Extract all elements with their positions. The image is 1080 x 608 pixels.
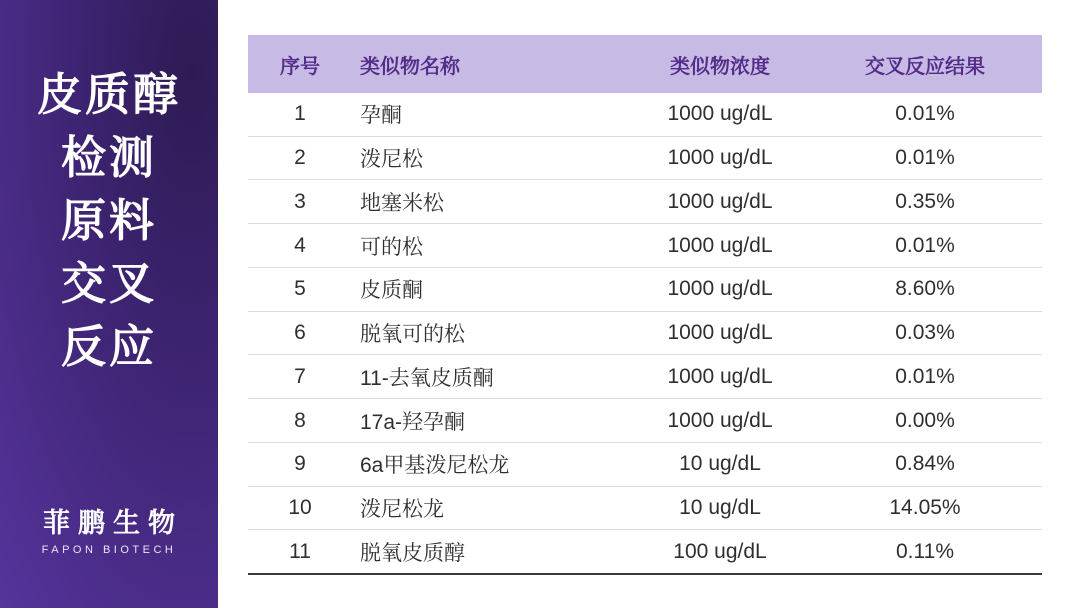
page-title	[0, 69, 218, 372]
cell-analog-name: 泼尼松龙	[360, 497, 444, 521]
column-header-concentration: 类似物浓度	[670, 55, 770, 78]
cell-analog-name: 地塞米松	[360, 191, 444, 215]
cell-cross-result: 0.01%	[895, 364, 955, 388]
table-row	[248, 442, 1042, 486]
title-line: 原料	[60, 195, 157, 246]
title-line: 皮质醇	[36, 69, 181, 120]
cell-analog-name: 11-去氧皮质酮	[360, 366, 494, 390]
cell-cross-result: 14.05%	[889, 495, 961, 519]
title-line: 检测	[60, 132, 157, 183]
cross-reactivity-table	[248, 35, 1042, 575]
cell-index: 7	[294, 364, 306, 388]
cell-concentration: 1000 ug/dL	[667, 233, 773, 257]
cell-cross-result: 0.01%	[895, 146, 955, 170]
cell-index: 2	[294, 146, 306, 170]
cell-index: 8	[294, 408, 306, 432]
cell-concentration: 1000 ug/dL	[667, 364, 773, 388]
cell-cross-result: 0.00%	[895, 408, 955, 432]
cell-index: 1	[294, 102, 306, 126]
table-row	[248, 311, 1042, 355]
column-header-index: 序号	[280, 55, 320, 78]
cell-index: 10	[288, 495, 312, 519]
cell-concentration: 1000 ug/dL	[667, 408, 773, 432]
cell-concentration: 10 ug/dL	[679, 495, 761, 519]
cell-concentration: 1000 ug/dL	[667, 146, 773, 170]
cell-analog-name: 孕酮	[360, 104, 402, 128]
cell-index: 9	[294, 452, 306, 476]
table-row	[248, 136, 1042, 180]
cell-index: 6	[294, 321, 306, 345]
company-logo-chinese: 菲鹏生物	[43, 508, 183, 538]
table-row	[248, 223, 1042, 267]
cell-concentration: 1000 ug/dL	[667, 321, 773, 345]
cell-analog-name: 脱氧皮质醇	[360, 541, 465, 565]
cell-cross-result: 0.03%	[895, 321, 955, 345]
cell-concentration: 1000 ug/dL	[667, 189, 773, 213]
cell-cross-result: 0.84%	[895, 452, 955, 476]
table-row	[248, 486, 1042, 530]
cell-analog-name: 17a-羟孕酮	[360, 410, 466, 434]
column-header-analog-name: 类似物名称	[360, 55, 460, 78]
cell-analog-name: 可的松	[360, 235, 423, 259]
table-row	[248, 267, 1042, 311]
table-header-row	[248, 35, 1042, 93]
cell-cross-result: 0.11%	[896, 539, 954, 563]
cell-concentration: 10 ug/dL	[679, 452, 761, 476]
table-row	[248, 398, 1042, 442]
cell-index: 4	[294, 233, 306, 257]
table-row	[248, 529, 1042, 573]
cell-cross-result: 8.60%	[895, 277, 955, 301]
table-row	[248, 354, 1042, 398]
cell-index: 11	[289, 539, 311, 563]
cell-concentration: 1000 ug/dL	[667, 102, 773, 126]
cell-analog-name: 泼尼松	[360, 148, 423, 172]
cell-index: 5	[294, 277, 306, 301]
sidebar	[0, 0, 218, 608]
table-row	[248, 93, 1042, 136]
cell-concentration: 1000 ug/dL	[667, 277, 773, 301]
title-line: 交叉	[60, 258, 157, 309]
cell-cross-result: 0.35%	[895, 189, 955, 213]
cell-analog-name: 脱氧可的松	[360, 323, 465, 347]
column-header-cross-result: 交叉反应结果	[865, 55, 985, 78]
title-line: 反应	[60, 321, 157, 372]
company-logo-english: FAPON BIOTECH	[41, 544, 177, 556]
cell-analog-name: 6a甲基泼尼松龙	[360, 454, 510, 478]
cell-cross-result: 0.01%	[895, 102, 955, 126]
cell-cross-result: 0.01%	[895, 233, 955, 257]
table-row	[248, 179, 1042, 223]
company-logo	[0, 501, 218, 556]
table-body	[248, 93, 1042, 575]
cell-concentration: 100 ug/dL	[673, 539, 767, 563]
cell-index: 3	[294, 189, 306, 213]
cell-analog-name: 皮质酮	[360, 279, 423, 303]
